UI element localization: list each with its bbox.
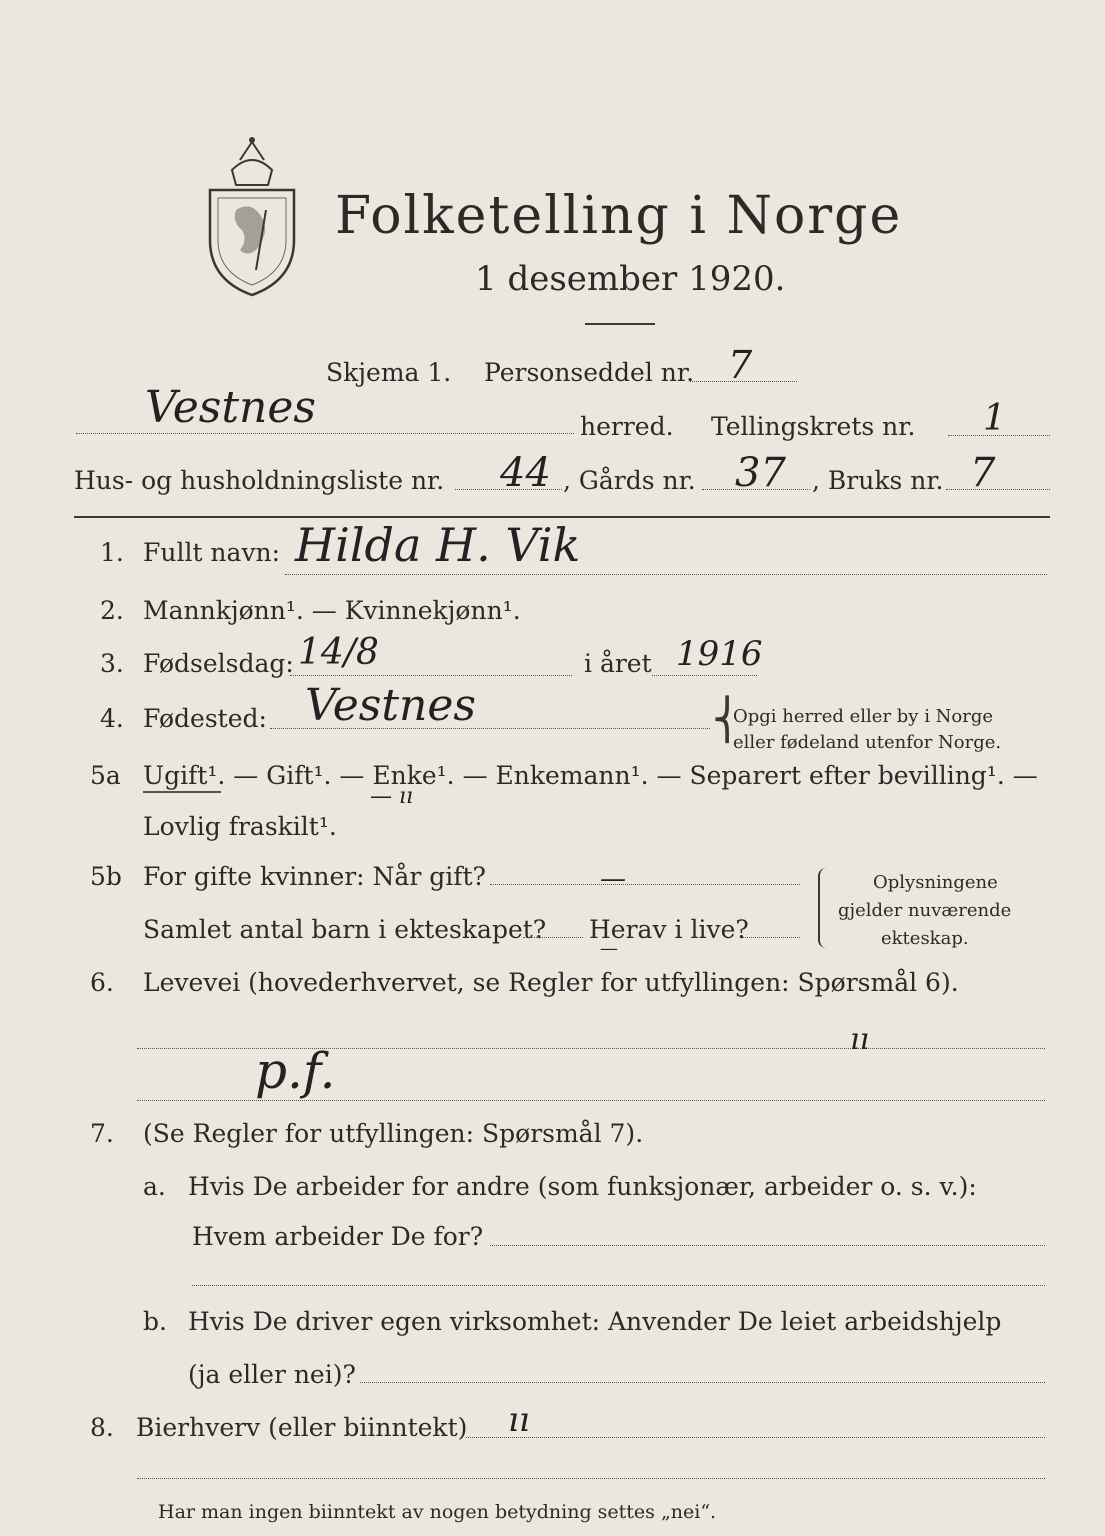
husliste-label: Hus- og husholdningsliste nr. bbox=[74, 466, 445, 495]
occupation-field-2[interactable] bbox=[137, 1100, 1045, 1101]
birth-year-value: 1916 bbox=[676, 634, 763, 674]
side-income-field-2[interactable] bbox=[137, 1478, 1045, 1479]
herred-field[interactable] bbox=[76, 433, 574, 434]
title-divider bbox=[585, 323, 655, 325]
married-when-label: For gifte kvinner: Når gift? bbox=[143, 862, 486, 891]
birthplace-note-1: Opgi herred eller by i Norge bbox=[733, 706, 994, 727]
full-name-label: Fullt navn: bbox=[143, 538, 281, 567]
marital-status-mark: — ıı bbox=[370, 784, 414, 809]
tellingskrets-label: Tellingskrets nr. bbox=[711, 412, 916, 441]
personseddel-value: 7 bbox=[728, 343, 753, 387]
q7b-label-2: (ja eller nei)? bbox=[188, 1360, 356, 1389]
employer-field-2[interactable] bbox=[192, 1285, 1045, 1286]
marriage-note-brace bbox=[818, 868, 828, 948]
q7b-label-1: Hvis De driver egen virksomhet: Anvender De leiet arbeidshjelp bbox=[188, 1307, 1002, 1336]
q7b-number: b. bbox=[143, 1307, 167, 1336]
personseddel-label: Personseddel nr. bbox=[484, 358, 695, 387]
q7-number: 7. bbox=[90, 1119, 114, 1148]
bruks-label: , Bruks nr. bbox=[812, 466, 944, 495]
herred-label: herred. bbox=[580, 412, 674, 441]
q7a-label-1: Hvis De arbeider for andre (som funksjonær, arbeider o. s. v.): bbox=[188, 1172, 977, 1201]
birthplace-note-2: eller fødeland utenfor Norge. bbox=[733, 732, 1002, 753]
q7a-number: a. bbox=[143, 1172, 166, 1201]
coat-of-arms-icon bbox=[196, 130, 308, 304]
occupation-mark: ıı bbox=[850, 1022, 870, 1057]
q7-label: (Se Regler for utfyllingen: Spørsmål 7). bbox=[143, 1119, 644, 1148]
occupation-value: p.f. bbox=[255, 1042, 336, 1100]
birth-year-label: i året bbox=[584, 649, 652, 678]
children-alive-field[interactable] bbox=[742, 937, 800, 938]
bruks-value: 7 bbox=[970, 450, 996, 496]
birthplace-note-brace: ⎨ bbox=[712, 697, 742, 743]
sex-options[interactable]: Mannkjønn¹. — Kvinnekjønn¹. bbox=[143, 596, 521, 625]
form-title: Folketelling i Norge bbox=[335, 186, 903, 246]
married-when-field[interactable] bbox=[490, 884, 800, 885]
gards-value: 37 bbox=[735, 450, 786, 496]
ugift-underline bbox=[143, 791, 221, 793]
children-count-label: Samlet antal barn i ekteskapet? bbox=[143, 915, 547, 944]
q2-number: 2. bbox=[100, 596, 124, 625]
q1-number: 1. bbox=[100, 538, 124, 567]
marriage-note-3: ekteskap. bbox=[881, 928, 969, 949]
q7a-label-2: Hvem arbeider De for? bbox=[192, 1222, 484, 1251]
q8-number: 8. bbox=[90, 1413, 114, 1442]
children-mark: — bbox=[600, 938, 618, 959]
census-date: 1 desember 1920. bbox=[475, 259, 786, 299]
marriage-note-1: Oplysningene bbox=[873, 872, 998, 893]
schema-label: Skjema 1. bbox=[326, 358, 452, 387]
gards-label: , Gårds nr. bbox=[563, 466, 696, 495]
side-income-field[interactable] bbox=[466, 1437, 1045, 1438]
side-income-value: ıı bbox=[508, 1400, 530, 1440]
full-name-value: Hilda H. Vik bbox=[295, 518, 581, 572]
birthplace-label: Fødested: bbox=[143, 704, 267, 733]
q6-number: 6. bbox=[90, 968, 114, 997]
herred-value: Vestnes bbox=[145, 382, 316, 433]
birthday-label: Fødselsdag: bbox=[143, 649, 294, 678]
marriage-note-2: gjelder nuværende bbox=[838, 900, 1012, 921]
bruks-field[interactable] bbox=[946, 489, 1050, 490]
occupation-label: Levevei (hovederhvervet, se Regler for utfyllingen: Spørsmål 6). bbox=[143, 968, 959, 997]
birthplace-value: Vestnes bbox=[305, 680, 476, 731]
birthday-value: 14/8 bbox=[298, 632, 379, 673]
q5a-number: 5a bbox=[90, 761, 121, 790]
q3-number: 3. bbox=[100, 649, 124, 678]
marital-status-options-2[interactable]: Lovlig fraskilt¹. bbox=[143, 812, 337, 841]
q4-number: 4. bbox=[100, 704, 124, 733]
marital-status-options[interactable]: Ugift¹. — Gift¹. — Enke¹. — Enkemann¹. — Separert efter bevilling¹. — bbox=[143, 761, 1038, 790]
side-income-label: Bierhverv (eller biinntekt) bbox=[136, 1413, 468, 1442]
full-name-field[interactable] bbox=[285, 574, 1047, 575]
children-alive-label: Herav i live? bbox=[589, 915, 749, 944]
employer-field-1[interactable] bbox=[490, 1245, 1045, 1246]
children-count-field[interactable] bbox=[523, 937, 583, 938]
q5b-number: 5b bbox=[90, 862, 122, 891]
hired-help-field[interactable] bbox=[360, 1382, 1045, 1383]
tellingskrets-value: 1 bbox=[983, 398, 1006, 439]
footer-note: Har man ingen biinntekt av nogen betydning settes „nei“. bbox=[158, 1501, 717, 1523]
married-when-mark: — bbox=[600, 864, 626, 894]
husliste-value: 44 bbox=[500, 450, 551, 496]
birth-year-field[interactable] bbox=[652, 675, 757, 676]
birthday-field[interactable] bbox=[290, 675, 572, 676]
